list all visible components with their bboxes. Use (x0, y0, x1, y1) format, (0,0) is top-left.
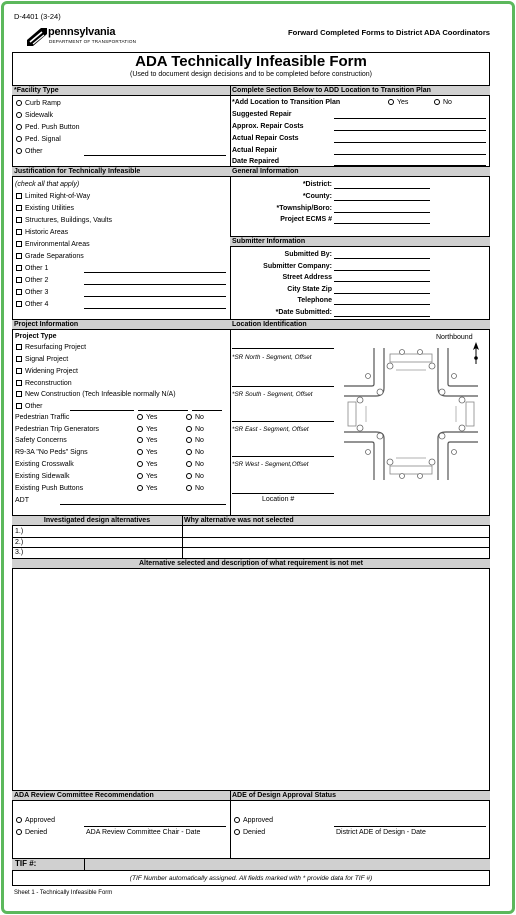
q-safety-no[interactable]: No (186, 436, 204, 445)
radio-icon (186, 449, 192, 455)
penndot-logo (26, 26, 146, 50)
q-ped-traffic-no[interactable]: No (186, 413, 204, 422)
review-heading: ADA Review Committee Recommendation (12, 790, 230, 801)
facility-option-push-button[interactable]: Ped. Push Button (16, 123, 79, 132)
alternative-row-line (12, 547, 490, 548)
suggested-repair-field[interactable] (334, 118, 486, 119)
checkbox-icon (16, 368, 22, 374)
city-field[interactable] (334, 293, 430, 294)
q-ped-traffic: Pedestrian Traffic (15, 414, 70, 421)
telephone-field[interactable] (334, 304, 430, 305)
type-reconstruction[interactable]: Reconstruction (16, 379, 72, 388)
just-utilities[interactable]: Existing Utilities (16, 204, 74, 213)
q-crosswalk-no[interactable]: No (186, 460, 204, 469)
location-heading: Location Identification (230, 319, 490, 330)
radio-icon (16, 817, 22, 823)
review-sign-label: ADA Review Committee Chair - Date (86, 829, 201, 836)
general-heading: General Information (230, 166, 490, 177)
q-no-peds-signs-yes[interactable]: Yes (137, 448, 157, 457)
radio-icon (137, 414, 143, 420)
county-label: *County: (302, 193, 332, 200)
facility-heading: *Facility Type (12, 85, 230, 96)
q-safety-yes[interactable]: Yes (137, 436, 157, 445)
northbound-label: Northbound (436, 334, 473, 341)
checkbox-icon (16, 403, 22, 409)
q-sidewalk-no[interactable]: No (186, 472, 204, 481)
divider-mid (230, 85, 231, 523)
checkbox-icon (16, 356, 22, 362)
tif-label: TIF #: (15, 859, 37, 868)
submitted-by-label: Submitted By: (284, 251, 332, 258)
checkbox-icon (16, 380, 22, 386)
location-number-label: Location # (262, 496, 295, 503)
alternatives-col2-heading: Why alternative was not selected (182, 515, 490, 526)
street-label: Street Address (282, 274, 332, 281)
type-other[interactable]: Other (16, 402, 43, 411)
q-ped-traffic-yes[interactable]: Yes (137, 413, 157, 422)
just-other-2-field[interactable] (84, 284, 226, 285)
checkbox-icon (16, 241, 22, 247)
location-number-field[interactable] (232, 493, 334, 494)
ade-sign-label: District ADE of Design - Date (336, 829, 426, 836)
add-location-no[interactable]: No (434, 98, 452, 107)
just-other-4[interactable]: Other 4 (16, 300, 48, 309)
add-location-yes[interactable]: Yes (388, 98, 408, 107)
form-subtitle: (Used to document design decisions and to be completed before construction) (129, 71, 373, 78)
q-trip-generators-yes[interactable]: Yes (137, 425, 157, 434)
date-submitted-label: *Date Submitted: (275, 309, 332, 316)
radio-icon (234, 817, 240, 823)
sr-east-label: *SR East - Segment, Offset (232, 426, 309, 433)
sr-west-label: *SR West - Segment,Offset (232, 461, 309, 468)
alternative-1[interactable]: 1.) (15, 528, 24, 535)
submitted-by-field[interactable] (334, 258, 430, 259)
review-denied[interactable]: Denied (16, 828, 47, 837)
actual-costs-field[interactable] (334, 142, 486, 143)
checkbox-icon (16, 193, 22, 199)
just-historic[interactable]: Historic Areas (16, 228, 68, 237)
township-label: *Township/Boro: (276, 205, 332, 212)
radio-icon (16, 136, 22, 142)
just-other-1-field[interactable] (84, 272, 226, 273)
district-label: *District: (302, 181, 332, 188)
checkbox-icon (16, 229, 22, 235)
radio-icon (186, 437, 192, 443)
submitter-heading: Submitter Information (230, 236, 490, 247)
justification-note: (check all that apply) (15, 181, 80, 188)
transition-heading: Complete Section Below to ADD Location to Transition Plan (230, 85, 490, 96)
checkbox-icon (16, 301, 22, 307)
checkbox-icon (16, 205, 22, 211)
q-crosswalk: Existing Crosswalk (15, 461, 74, 468)
doc-code: D-4401 (3-24) (14, 12, 61, 21)
radio-icon (186, 426, 192, 432)
type-new-construction[interactable]: New Construction (Tech Infeasible normally N/A) (16, 390, 176, 399)
telephone-label: Telephone (297, 297, 332, 304)
alternatives-col1-heading: Investigated design alternatives (12, 515, 182, 526)
q-sidewalk-yes[interactable]: Yes (137, 472, 157, 481)
township-field[interactable] (334, 212, 430, 213)
sr-west-field[interactable] (232, 456, 334, 457)
ecms-field[interactable] (334, 223, 430, 224)
checkbox-icon (16, 344, 22, 350)
county-field[interactable] (334, 200, 430, 201)
checkbox-icon (16, 265, 22, 271)
approx-costs-field[interactable] (334, 130, 486, 131)
alternative-2[interactable]: 2.) (15, 539, 24, 546)
tif-number-field (85, 859, 490, 870)
checkbox-icon (16, 217, 22, 223)
q-no-peds-signs-no[interactable]: No (186, 448, 204, 457)
radio-icon (186, 461, 192, 467)
ade-heading: ADE of Design Approval Status (230, 790, 490, 801)
project-heading: Project Information (12, 319, 230, 330)
facility-option-ped-signal[interactable]: Ped. Signal (16, 135, 61, 144)
sr-north-label: *SR North - Segment, Offset (232, 354, 312, 361)
just-environmental[interactable]: Environmental Areas (16, 240, 90, 249)
intersection-diagram (344, 348, 478, 480)
radio-icon (137, 473, 143, 479)
just-other-1[interactable]: Other 1 (16, 264, 48, 273)
just-other-3[interactable]: Other 3 (16, 288, 48, 297)
sheet-label: Sheet 1 - Technically Infeasible Form (14, 890, 113, 896)
form-title: ADA Technically Infeasible Form (135, 53, 367, 70)
radio-icon (16, 148, 22, 154)
ade-approved[interactable]: Approved (234, 816, 273, 825)
suggested-repair-label: Suggested Repair (232, 111, 292, 118)
ade-denied[interactable]: Denied (234, 828, 265, 837)
add-location-label: *Add Location to Transition Plan (232, 99, 341, 106)
forward-note: Forward Completed Forms to District ADA Coordinators (288, 28, 490, 37)
radio-icon (234, 829, 240, 835)
ecms-label: Project ECMS # (280, 216, 332, 223)
logo-name: pennsylvania (48, 26, 116, 38)
review-approved[interactable]: Approved (16, 816, 55, 825)
sr-north-field[interactable] (232, 348, 334, 349)
facility-option-other[interactable]: Other (16, 147, 43, 156)
actual-costs-label: Actual Repair Costs (232, 135, 299, 142)
radio-icon (137, 449, 143, 455)
just-right-of-way[interactable]: Limited Right-of-Way (16, 192, 90, 201)
type-widening[interactable]: Widening Project (16, 367, 78, 376)
ade-sign-field[interactable] (334, 826, 486, 827)
q-trip-generators-no[interactable]: No (186, 425, 204, 434)
city-label: City State Zip (287, 286, 332, 293)
sr-east-field[interactable] (232, 421, 334, 422)
just-other-4-field[interactable] (84, 308, 226, 309)
just-other-2[interactable]: Other 2 (16, 276, 48, 285)
approx-costs-label: Approx. Repair Costs (232, 123, 304, 130)
justification-heading: Justification for Technically Infeasible (12, 166, 230, 177)
radio-icon (434, 99, 440, 105)
q-trip-generators: Pedestrian Trip Generators (15, 426, 100, 433)
radio-icon (137, 426, 143, 432)
type-other-field-2[interactable] (138, 410, 188, 411)
just-other-3-field[interactable] (84, 296, 226, 297)
sr-south-field[interactable] (232, 386, 334, 387)
q-crosswalk-yes[interactable]: Yes (137, 460, 157, 469)
district-field[interactable] (334, 188, 430, 189)
radio-icon (16, 100, 22, 106)
radio-icon (137, 485, 143, 491)
company-field[interactable] (334, 270, 430, 271)
tif-note: (TIF Number automatically assigned. All fields marked with * provide data for TIF #) (129, 875, 373, 882)
project-type-label: Project Type (15, 333, 57, 340)
adt-field[interactable] (60, 504, 226, 505)
radio-icon (16, 829, 22, 835)
actual-repair-field[interactable] (334, 154, 486, 155)
alternative-row-line (12, 537, 490, 538)
logo-subtitle: DEPARTMENT OF TRANSPORTATION (49, 39, 137, 44)
company-label: Submitter Company: (263, 263, 332, 270)
review-divider (230, 790, 231, 858)
type-signal[interactable]: Signal Project (16, 355, 68, 364)
radio-icon (16, 112, 22, 118)
q-no-peds-signs: R9-3A "No Peds" Signs (15, 449, 88, 456)
just-grade[interactable]: Grade Separations (16, 252, 84, 261)
adt-label: ADT (15, 497, 29, 504)
q-push-buttons-yes[interactable]: Yes (137, 484, 157, 493)
checkbox-icon (16, 253, 22, 259)
checkbox-icon (16, 277, 22, 283)
actual-repair-label: Actual Repair (232, 147, 278, 154)
radio-icon (388, 99, 394, 105)
facility-other-line[interactable] (84, 155, 226, 156)
street-field[interactable] (334, 281, 430, 282)
alternative-3[interactable]: 3.) (15, 549, 24, 556)
facility-option-curb-ramp[interactable]: Curb Ramp (16, 99, 61, 108)
radio-icon (186, 414, 192, 420)
review-sign-field[interactable] (84, 826, 226, 827)
radio-icon (186, 485, 192, 491)
radio-icon (137, 437, 143, 443)
type-other-field-3[interactable] (192, 410, 222, 411)
q-push-buttons-no[interactable]: No (186, 484, 204, 493)
q-push-buttons: Existing Push Buttons (15, 485, 84, 492)
type-other-field-1[interactable] (70, 410, 134, 411)
type-resurfacing[interactable]: Resurfacing Project (16, 343, 86, 352)
just-structures[interactable]: Structures, Buildings, Vaults (16, 216, 112, 225)
q-safety: Safety Concerns (15, 437, 67, 444)
radio-icon (186, 473, 192, 479)
radio-icon (137, 461, 143, 467)
radio-icon (16, 124, 22, 130)
sr-south-label: *SR South - Segment, Offset (232, 391, 313, 398)
keystone-logo-icon (26, 26, 48, 48)
facility-option-sidewalk[interactable]: Sidewalk (16, 111, 53, 120)
checkbox-icon (16, 391, 22, 397)
date-submitted-field[interactable] (334, 316, 430, 317)
date-repaired-label: Date Repaired (232, 158, 280, 165)
alternative-selected-heading: Alternative selected and description of what requirement is not met (12, 558, 490, 569)
alternative-description-area[interactable] (12, 569, 490, 790)
checkbox-icon (16, 289, 22, 295)
q-sidewalk: Existing Sidewalk (15, 473, 70, 480)
